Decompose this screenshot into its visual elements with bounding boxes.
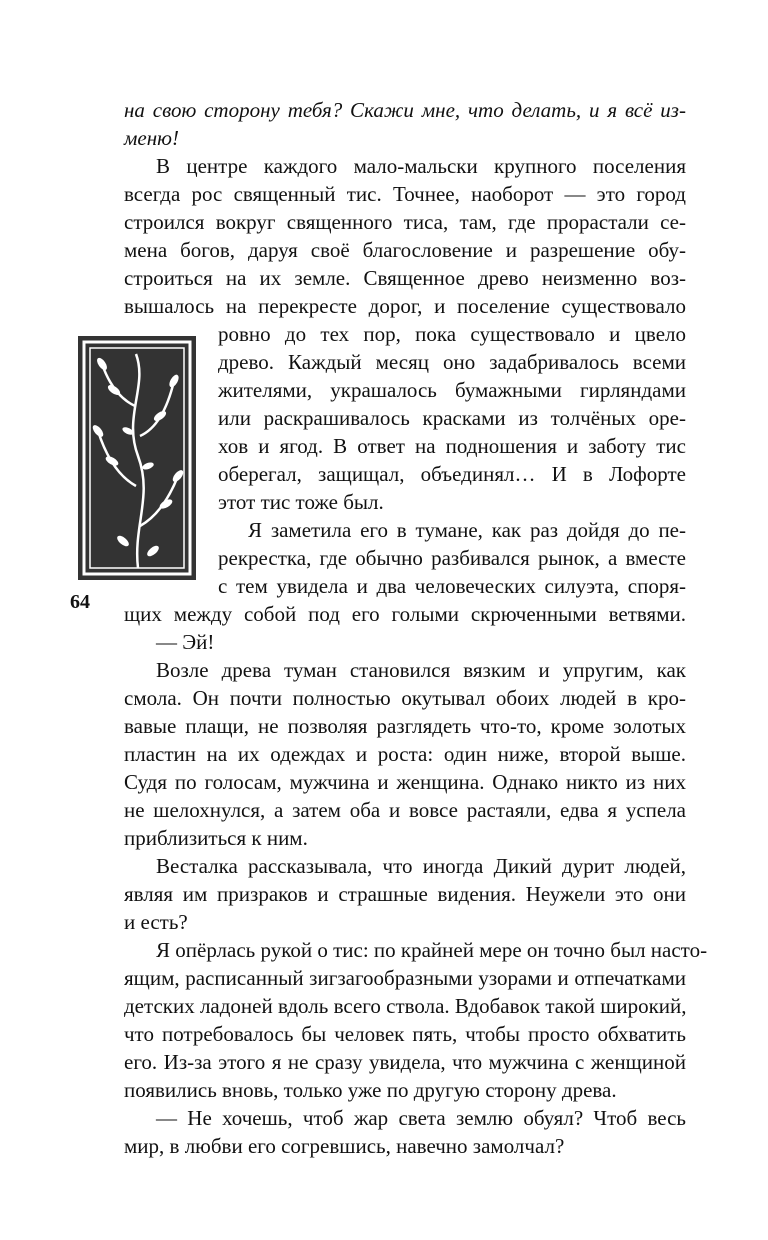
text-line: пластин на их одеждах и роста: один ниже, второй выше. xyxy=(124,742,686,766)
text-line: ровно до тех пор, пока существовало и цвело xyxy=(218,322,686,346)
text-line: хов и ягод. В ответ на подношения и заботу тис xyxy=(218,434,686,458)
text-line: или раскрашивалось красками из толчёных оре- xyxy=(218,406,686,430)
text-line: Весталка рассказывала, что иногда Дикий дурит людей, xyxy=(156,854,686,878)
text-line: древо. Каждый месяц оно задабривалось всеми xyxy=(218,350,686,374)
text-line: смола. Он почти полностью окутывал обоих людей в кро- xyxy=(124,686,686,710)
text-line: ящим, расписанный зигзагообразными узорами и отпечатками xyxy=(124,966,686,990)
text-line: вышалось на перекресте дорог, и поселение существовало xyxy=(124,294,686,318)
text-line: — Не хочешь, чтоб жар света землю обуял? Чтоб весь xyxy=(156,1106,686,1130)
text-line: с тем увидела и два человеческих силуэта, споря- xyxy=(218,574,686,598)
text-line: его. Из-за этого я не сразу увидела, что мужчина с женщиной xyxy=(124,1050,686,1074)
text-line: не шелохнулся, а затем оба и вовсе растаяли, едва я успела xyxy=(124,798,686,822)
text-line: Судя по голосам, мужчина и женщина. Однако никто из них xyxy=(124,770,686,794)
text-line: — Эй! xyxy=(156,630,215,654)
text-line: мена богов, даруя своё благословение и разрешение обу- xyxy=(124,238,686,262)
text-line: этот тис тоже был. xyxy=(218,490,384,514)
text-line: Я заметила его в тумане, как раз дойдя до пе- xyxy=(248,518,686,542)
text-line: на свою сторону тебя? Скажи мне, что делать, и я всё из- xyxy=(124,98,686,122)
text-line: мир, в любви его согревшись, навечно замолчал? xyxy=(124,1134,565,1158)
text-line: строился вокруг священного тиса, там, где прорастали се- xyxy=(124,210,686,234)
text-line: появились вновь, только уже по другую сторону древа. xyxy=(124,1078,617,1102)
text-line: что потребовалось бы человек пять, чтобы просто обхватить xyxy=(124,1022,686,1046)
text-line: жителями, украшалось бумажными гирляндами xyxy=(218,378,686,402)
text-line: строиться на их земле. Священное древо неизменно воз- xyxy=(124,266,686,290)
text-line: меню! xyxy=(124,126,179,150)
text-line: детских ладоней вдоль всего ствола. Вдобавок такой широкий, xyxy=(124,994,687,1018)
text-line: оберегал, защищал, объединял… И в Лофорте xyxy=(218,462,686,486)
text-line: приблизиться к ним. xyxy=(124,826,308,850)
leafy-branch-ornament-icon xyxy=(78,336,196,580)
text-line: являя им призраков и страшные видения. Неужели это они xyxy=(124,882,686,906)
text-line: Возле древа туман становился вязким и упругим, как xyxy=(156,658,686,682)
text-line: рекрестка, где обычно разбивался рынок, а вместе xyxy=(218,546,686,570)
text-line: вавые плащи, не позволяя разглядеть что-то, кроме золотых xyxy=(124,714,686,738)
text-line: щих между собой под его голыми скрюченными ветвями. xyxy=(124,602,686,626)
page-number: 64 xyxy=(70,591,90,613)
text-line: всегда рос священный тис. Точнее, наоборот — это город xyxy=(124,182,686,206)
text-line: В центре каждого мало-мальски крупного поселения xyxy=(156,154,686,178)
text-line: Я опёрлась рукой о тис: по крайней мере он точно был насто- xyxy=(156,938,708,962)
text-line: и есть? xyxy=(124,910,188,934)
